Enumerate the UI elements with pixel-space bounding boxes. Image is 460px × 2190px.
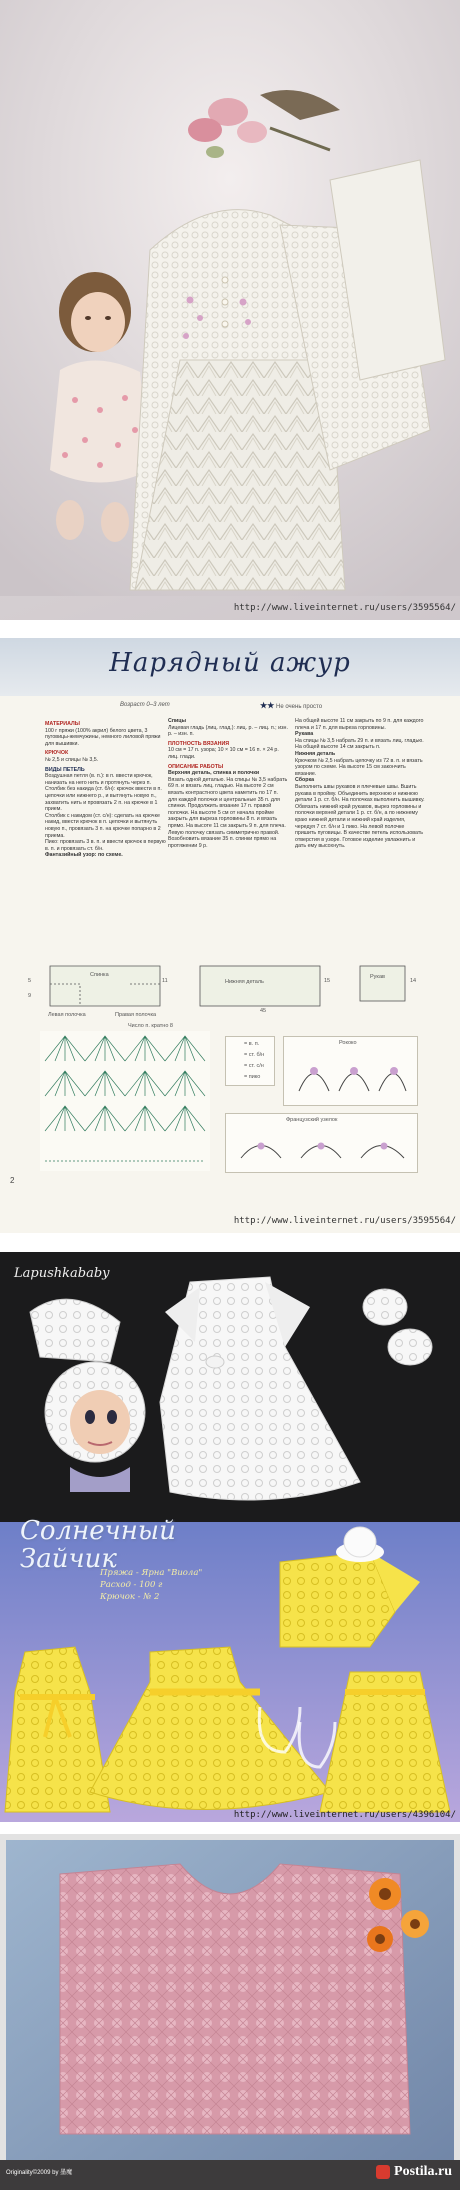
work-text: Вязать одной деталью. На спицы № 3,5 набрать 69 п. и вязать лиц. гладью. На высоте 2 см вязать контрастного цвета наметить по 17 п. для каждой полочки и центральные 35 п. для спинки. Продолжить вязание 17 п. правой полочки. На высоте 5 см от начала пройме закрыть для выреза горловины 8 п. и вязать прямо. На высоте 11 см закрыть 9 п. для плеча. Левую полочку связать симметрично правой. Возобновить вязание 35 п. спинки прямо на протяжении 9 р. (168, 776, 288, 849)
loops-item: Фантазийный узор: по схеме. (45, 852, 123, 859)
photo-panel-sweater (0, 0, 460, 620)
french-knot-label: Французский узелок (286, 1117, 338, 1123)
label-nizhnyaya: Нижняя деталь (225, 979, 264, 985)
label-rukav: Рукав (370, 974, 385, 980)
bottom-heading: Нижняя деталь (295, 750, 336, 757)
column-work (168, 718, 288, 849)
hook-heading: КРЮЧОК (45, 750, 69, 757)
bottom-text: Крючком № 2,5 набрать цепочку из 72 в. п. и вязать узором по схеме. На высоте 15 см закончить вязание. (295, 757, 423, 777)
schematic-diagrams (40, 956, 420, 1016)
white-booties (363, 1289, 432, 1365)
legend-item: = ст. б/н (244, 1052, 265, 1058)
rococo-label: Рококо (339, 1040, 357, 1046)
pink-vest-photo (0, 1834, 460, 2190)
size-line: Возраст 0–3 лет (120, 702, 170, 708)
neck-text: На общей высоте 11 см закрыть по 9 п. для каждого плеча и 17 п. для выреза горловины. (295, 718, 424, 731)
hook-text: № 2,5 и спицы № 3,5. (45, 756, 99, 763)
pattern-page-panel (0, 638, 460, 1233)
dress-collage-panel (0, 1252, 460, 1822)
stitch-multiple-label: Число п. кратно 8 (128, 1023, 173, 1029)
pattern-title: Нарядный ажур (109, 648, 351, 678)
postila-logo-icon (376, 2165, 390, 2179)
crochet-chart (40, 1031, 210, 1171)
pink-vest-panel (0, 1834, 460, 2190)
needles-heading: Спицы (168, 718, 187, 724)
french-knot-box (225, 1113, 418, 1173)
loops-item: Столбик с накидом (ст. с/н): сделать на крючке накид, ввести крючок в п. цепочки и вытянуть новую п., провязать 3 п. на крючке попарно в 2 приема. (45, 812, 161, 839)
column-materials (45, 718, 170, 859)
dimension-label: 45 (260, 1008, 267, 1014)
postila-text: Postila.ru (394, 2164, 452, 2179)
bottom-piece-shape (200, 966, 320, 1006)
postila-watermark[interactable] (376, 2164, 452, 2180)
copyright-text: Originality©2009 by 墨魔 (6, 2170, 73, 2176)
dimension-label: 5 (28, 978, 32, 984)
dimension-label: 14 (410, 978, 417, 984)
yarn-info (100, 1567, 202, 1603)
white-lace-dress (160, 1277, 360, 1500)
white-bonnet (30, 1299, 120, 1362)
loops-item: Пико: провязать 3 в. п. и ввести крючок в первую в. п. и провязать ст. б/н. (45, 839, 166, 852)
yarn-line: Расход - 100 г (100, 1580, 163, 1590)
collection-title (20, 1517, 176, 1573)
source-url[interactable]: http://www.liveinternet.ru/users/3595564/ (233, 1216, 456, 1226)
sleeve-heading: Рукава (295, 731, 314, 738)
difficulty-stars-icon: ★★ (260, 701, 275, 710)
dimension-label: 9 (28, 993, 32, 999)
label-levaya: Левая полочка (48, 1012, 86, 1018)
french-knot-illustration (236, 1128, 411, 1170)
materials-text: 100 г пряжи (100% акрил) белого цвета, 3 пуговицы-жемчужины, немного лиловой пряжи для вышивки. (45, 727, 161, 747)
legend-item: = пико (244, 1074, 261, 1080)
work-subheading: Верхняя деталь, спинка и полочки (168, 770, 260, 777)
assembly-heading: Сборка (295, 777, 315, 784)
legend-item: = ст. с/н (244, 1063, 264, 1069)
dimension-label: 11 (162, 978, 168, 984)
stitch-legend (225, 1036, 275, 1086)
loops-item: Столбик без накида (ст. б/н): крючок ввести в п. цепочки или нижнего р., и вытянуть новую п., захватить нить и провязать 2 п. на крючке в 1 прием. (45, 786, 162, 813)
column-assembly (295, 718, 425, 850)
difficulty-text: Не очень просто (276, 704, 323, 710)
needles-text: Лицевая гладь (лиц. глад.): лиц. р. – лиц. п.; изн. р. – изн. п. (168, 724, 288, 738)
label-pravaya: Правая полочка (115, 1012, 157, 1018)
density-text: 10 см = 17 п. узора; 10 × 10 см = 16 п. × 24 р. лиц. глади. (168, 747, 279, 760)
work-heading: ОПИСАНИЕ РАБОТЫ (168, 763, 224, 770)
loops-item: Воздушная петля (в. п.): в п. ввести крючок, нанизать на него нить и протянуть через п. (45, 773, 153, 786)
difficulty-line (260, 701, 322, 710)
assembly-text: Выполнить швы рукавов и плечевые швы. Вшить рукава в пройму. Объединить верхнюю и нижнюю детали 1 р. ст. б/н. На полочках выполнить вышивку. Обвязать нижний край рукавов, вырез горловины и полочки верхней детали 1 р. ст. б/н, а по нижнему краю нижней детали и нижний край изделия, чередуя 7 ст. б/н и 1 пико. На левой полочке пришить пуговицы. В качестве петель использовать отверстия в узоре. Готовое изделие увлажнить и дать ему высохнуть. (295, 783, 425, 850)
brand-label: Lapushkababy (14, 1266, 110, 1281)
collection-title-line: Солнечный (20, 1516, 176, 1546)
sweater-photo (0, 0, 460, 596)
page-number: 2 (10, 1176, 15, 1185)
materials-heading: МАТЕРИАЛЫ (45, 721, 80, 727)
yarn-line: Крючок - № 2 (100, 1592, 160, 1602)
rococo-stitch-illustration (294, 1051, 409, 1101)
loops-heading: ВИДЫ ПЕТЕЛЬ (45, 766, 85, 773)
collection-title-line: Зайчик (20, 1544, 117, 1574)
doll-in-bonnet (45, 1362, 145, 1492)
source-url[interactable]: http://www.liveinternet.ru/users/4396104/ (233, 1810, 456, 1820)
label-spinka: Спинка (90, 972, 109, 978)
density-heading: ПЛОТНОСТЬ ВЯЗАНИЯ (168, 740, 230, 747)
legend-item: = в. п. (244, 1041, 260, 1047)
sleeve-shape (360, 966, 405, 1001)
sleeve-text: На спицы № 3,5 набрать 29 п. и вязать лиц. гладью. На общей высоте 14 см закрыть п. (295, 737, 424, 751)
dimension-label: 15 (324, 978, 331, 984)
source-url[interactable]: http://www.liveinternet.ru/users/3595564/ (233, 603, 456, 613)
rococo-box (283, 1036, 418, 1106)
yarn-line: Пряжа - Ярна "Виола" (100, 1568, 203, 1578)
